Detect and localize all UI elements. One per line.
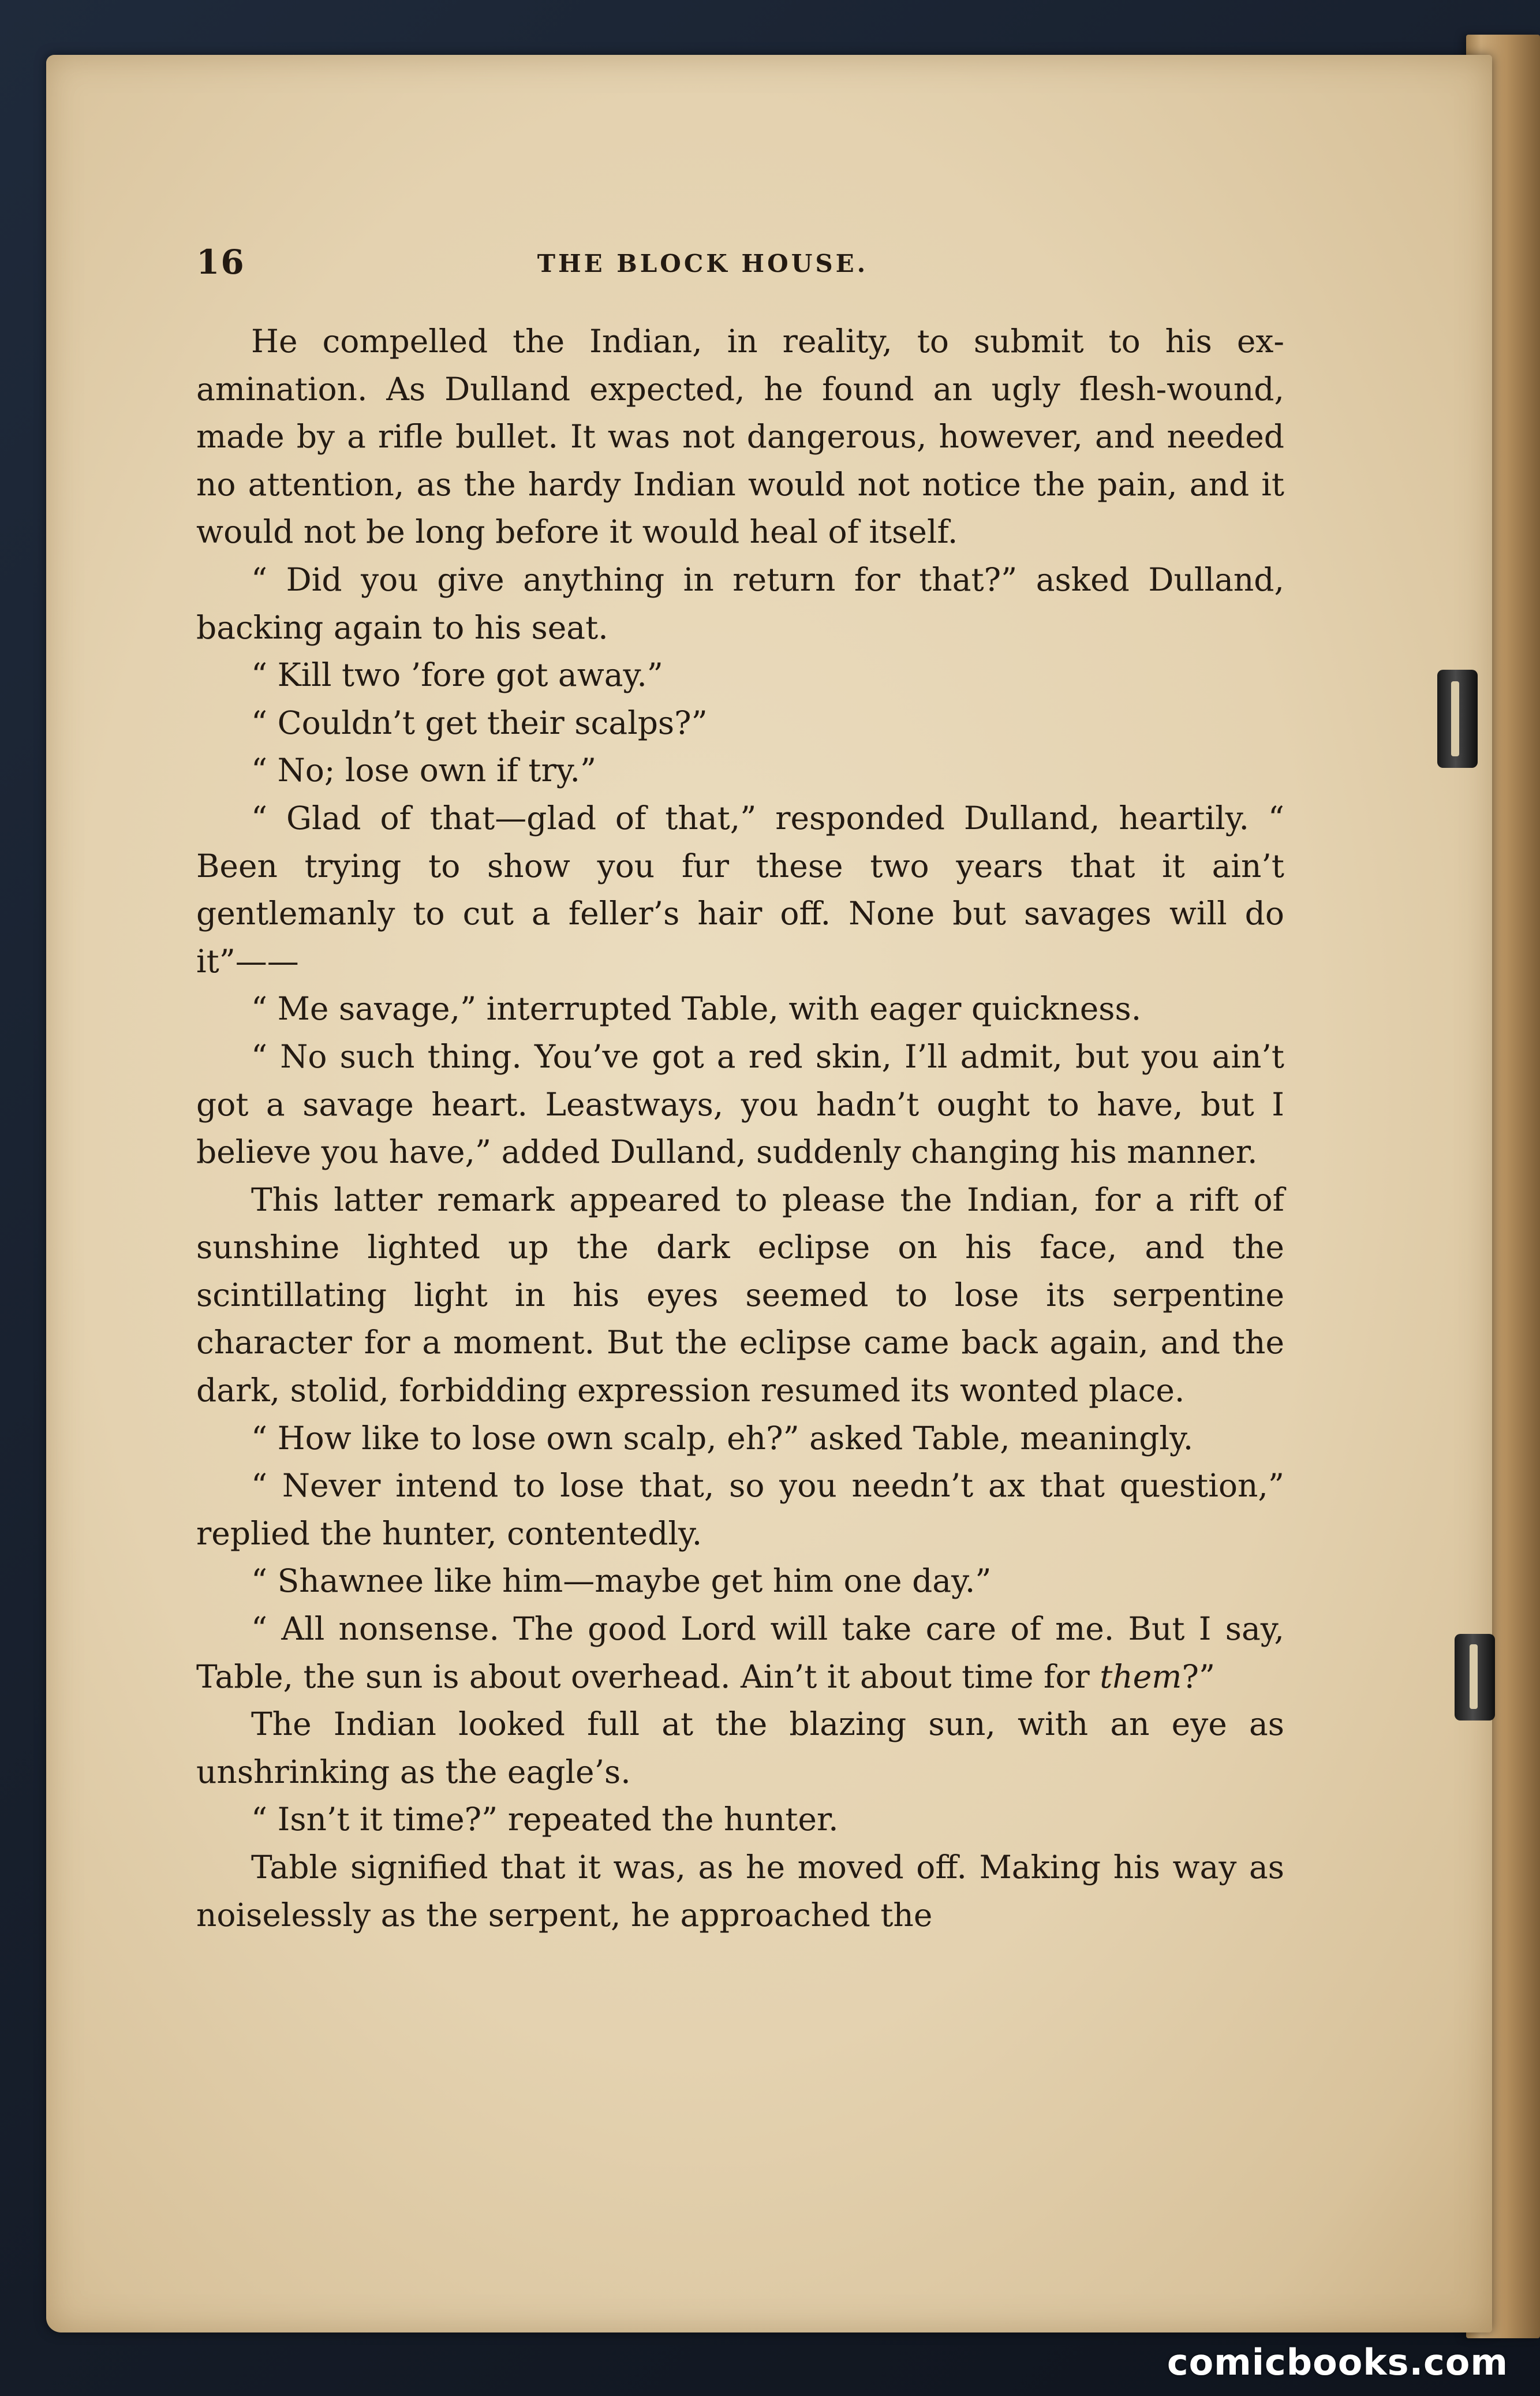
paragraph: The Indian looked full at the blazing sun, with an eye as unshrinking as the eagle’s. (196, 1705, 1284, 1790)
body-text (196, 318, 1284, 1939)
paragraph-sun-after: ?” (1182, 1658, 1216, 1695)
paragraph-sun (196, 1605, 1284, 1700)
paragraph: “ Never intend to lose that, so you needn’t ax that question,” replied the hunter, contentedly. (196, 1467, 1284, 1552)
book-title: THE BLOCK HOUSE. (537, 249, 869, 278)
paragraph: “ No; lose own if try.” (251, 752, 597, 789)
paragraph: He compelled the Indian, in reality, to submit to his examination. As Dulland expected, he found an ugly flesh-wound, made by a rifle bullet. It was not dangerous, however, and needed no attention, as the hardy Indian would not notice the pain, and it would not be long before it would heal of itself. (196, 323, 1284, 551)
paragraph: This latter remark appeared to please the Indian, for a rift of sunshine lighted up the dark eclipse on his face, and the scintillating light in his eyes seemed to lose its serpentine character for a moment. But the eclipse came back again, and the dark, stolid, forbidding expression resumed its wonted place. (196, 1181, 1284, 1409)
paragraph: “ How like to lose own scalp, eh?” asked Table, meaningly. (251, 1419, 1194, 1457)
paragraph: “ Me savage,” interrupted Table, with eager quickness. (251, 990, 1142, 1028)
paragraph: “ Couldn’t get their scalps?” (251, 704, 708, 741)
paragraph-sun-italic: them (1100, 1658, 1182, 1695)
watermark: comicbooks.com (1167, 2341, 1508, 2383)
paragraph: “ Isn’t it time?” repeated the hunter. (251, 1801, 839, 1838)
page-number: 16 (196, 242, 245, 282)
page-content (196, 242, 1284, 1939)
paragraph: Table signified that it was, as he moved off. Making his way as noiselessly as the serpent, he approached the (196, 1849, 1284, 1934)
paragraph: “ Did you give anything in return for that?” asked Dulland, backing again to his seat. (196, 561, 1284, 646)
staple-bottom-icon (1455, 1634, 1495, 1721)
running-head (196, 242, 1284, 294)
paragraph: “ Kill two ’fore got away.” (251, 656, 663, 694)
paragraph: “ Glad of that—glad of that,” responded Dulland, heartily. “ Been trying to show you fur these two years that it ain’t gentlemanly to cut a feller’s hair off. None but savages will do it”—— (196, 799, 1284, 980)
paragraph-sun-before: “ All nonsense. The good Lord will take care of me. But I say, Table, the sun is about overhead. Ain’t it about time for (196, 1610, 1284, 1695)
staple-top-icon (1437, 670, 1478, 768)
paragraph: “ Shawnee like him—maybe get him one day.” (251, 1562, 992, 1600)
paragraph: “ No such thing. You’ve got a red skin, I’ll admit, but you ain’t got a savage heart. Leastways, you hadn’t ought to have, but I believe you have,” added Dulland, suddenly changing his manner. (196, 1037, 1284, 1171)
